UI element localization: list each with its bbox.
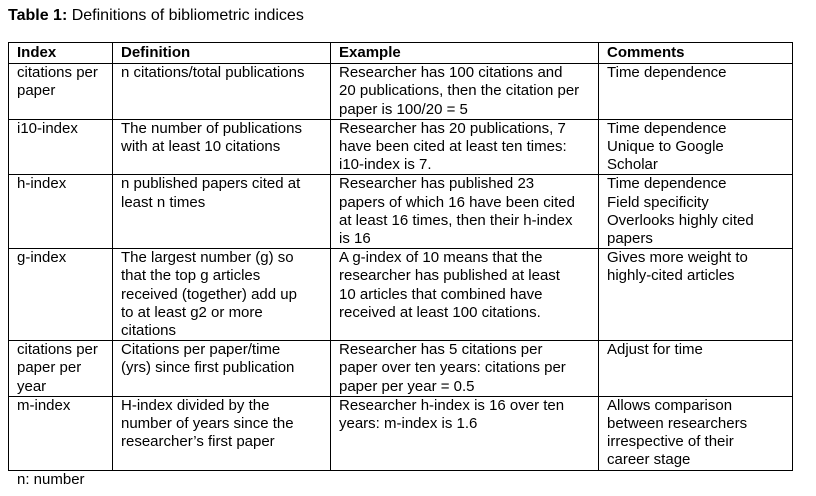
cell-index <box>9 175 113 249</box>
cell-line: researcher has published at least <box>339 267 560 285</box>
cell-index <box>9 64 113 120</box>
cell-example <box>331 64 599 120</box>
footnote: n: number <box>17 471 85 488</box>
cell-comments <box>599 64 793 120</box>
cell-line: received (together) add up <box>121 285 297 303</box>
cell-line: between researchers <box>607 415 748 433</box>
cell-line: Citations per paper/time <box>121 341 281 359</box>
cell-line: h-index <box>17 175 67 193</box>
cell-index <box>9 119 113 175</box>
cell-comments <box>599 119 793 175</box>
bibliometric-indices-table <box>8 42 793 471</box>
cell-line: 10 articles that combined have <box>339 285 543 303</box>
caption-text: Definitions of bibliometric indices <box>67 7 304 24</box>
cell-line: Adjust for time <box>607 341 703 359</box>
cell-line: papers of which 16 have been cited <box>339 193 575 211</box>
cell-line: at least 16 times, then their h-index <box>339 211 573 229</box>
cell-line: with at least 10 citations <box>121 138 281 156</box>
cell-line: year <box>17 377 47 395</box>
cell-line: m-index <box>17 396 71 414</box>
cell-line: paper per year = 0.5 <box>339 377 475 395</box>
table-row <box>9 119 793 175</box>
cell-line: years: m-index is 1.6 <box>339 415 478 433</box>
caption-label: Table 1: <box>8 7 68 24</box>
cell-line: i10-index <box>17 119 78 137</box>
cell-line: A g-index of 10 means that the <box>339 249 543 267</box>
cell-line: Gives more weight to <box>607 249 748 267</box>
header-definition: Definition <box>113 43 331 64</box>
cell-line: Researcher h-index is 16 over ten <box>339 396 565 414</box>
cell-line: highly-cited articles <box>607 267 735 285</box>
cell-line: received at least 100 citations. <box>339 303 541 321</box>
cell-comments <box>599 175 793 249</box>
cell-line: have been cited at least ten times: <box>339 138 567 156</box>
cell-line: Unique to Google <box>607 138 724 156</box>
cell-definition <box>113 396 331 470</box>
cell-line: Researcher has 20 publications, 7 <box>339 119 566 137</box>
cell-line: Time dependence <box>607 175 727 193</box>
table-body <box>9 64 793 470</box>
cell-line: Researcher has published 23 <box>339 175 535 193</box>
cell-definition <box>113 341 331 397</box>
table-row <box>9 249 793 341</box>
cell-definition <box>113 119 331 175</box>
table-row <box>9 64 793 120</box>
cell-line: paper is 100/20 = 5 <box>339 100 468 118</box>
cell-line: papers <box>607 230 653 248</box>
cell-line: Researcher has 100 citations and <box>339 64 563 82</box>
cell-definition <box>113 175 331 249</box>
cell-line: Overlooks highly cited <box>607 211 754 229</box>
cell-example <box>331 396 599 470</box>
cell-definition <box>113 64 331 120</box>
cell-line: irrespective of their <box>607 433 734 451</box>
cell-line: is 16 <box>339 230 371 248</box>
cell-line: paper per <box>17 359 82 377</box>
cell-line: The number of publications <box>121 119 302 137</box>
cell-line: Allows comparison <box>607 396 733 414</box>
cell-definition <box>113 249 331 341</box>
cell-line: Time dependence <box>607 119 727 137</box>
cell-line: paper <box>17 82 56 100</box>
cell-line: n citations/total publications <box>121 64 305 82</box>
cell-index <box>9 341 113 397</box>
cell-line: citations <box>121 322 177 340</box>
table-caption <box>8 6 304 26</box>
cell-line: Field specificity <box>607 193 709 211</box>
cell-line: H-index divided by the <box>121 396 270 414</box>
cell-line: number of years since the <box>121 415 294 433</box>
cell-line: to at least g2 or more <box>121 303 263 321</box>
cell-line: least n times <box>121 193 206 211</box>
table-row <box>9 175 793 249</box>
cell-index <box>9 249 113 341</box>
cell-example <box>331 341 599 397</box>
cell-index <box>9 396 113 470</box>
table-row <box>9 396 793 470</box>
cell-example <box>331 249 599 341</box>
header-comments: Comments <box>599 43 793 64</box>
cell-example <box>331 175 599 249</box>
cell-line: g-index <box>17 249 67 267</box>
cell-comments <box>599 396 793 470</box>
cell-line: The largest number (g) so <box>121 249 294 267</box>
cell-line: Scholar <box>607 156 658 174</box>
cell-example <box>331 119 599 175</box>
cell-line: i10-index is 7. <box>339 156 432 174</box>
cell-line: researcher’s first paper <box>121 433 275 451</box>
cell-line: that the top g articles <box>121 267 261 285</box>
cell-line: 20 publications, then the citation per <box>339 82 580 100</box>
cell-line: career stage <box>607 451 691 469</box>
table-header-row <box>9 43 793 64</box>
cell-comments <box>599 249 793 341</box>
cell-line: (yrs) since first publication <box>121 359 295 377</box>
header-index: Index <box>9 43 113 64</box>
cell-comments <box>599 341 793 397</box>
table-row <box>9 341 793 397</box>
cell-line: Researcher has 5 citations per <box>339 341 543 359</box>
cell-line: n published papers cited at <box>121 175 301 193</box>
cell-line: Time dependence <box>607 64 727 82</box>
header-example: Example <box>331 43 599 64</box>
cell-line: paper over ten years: citations per <box>339 359 566 377</box>
cell-line: citations per <box>17 341 98 359</box>
cell-line: citations per <box>17 64 98 82</box>
